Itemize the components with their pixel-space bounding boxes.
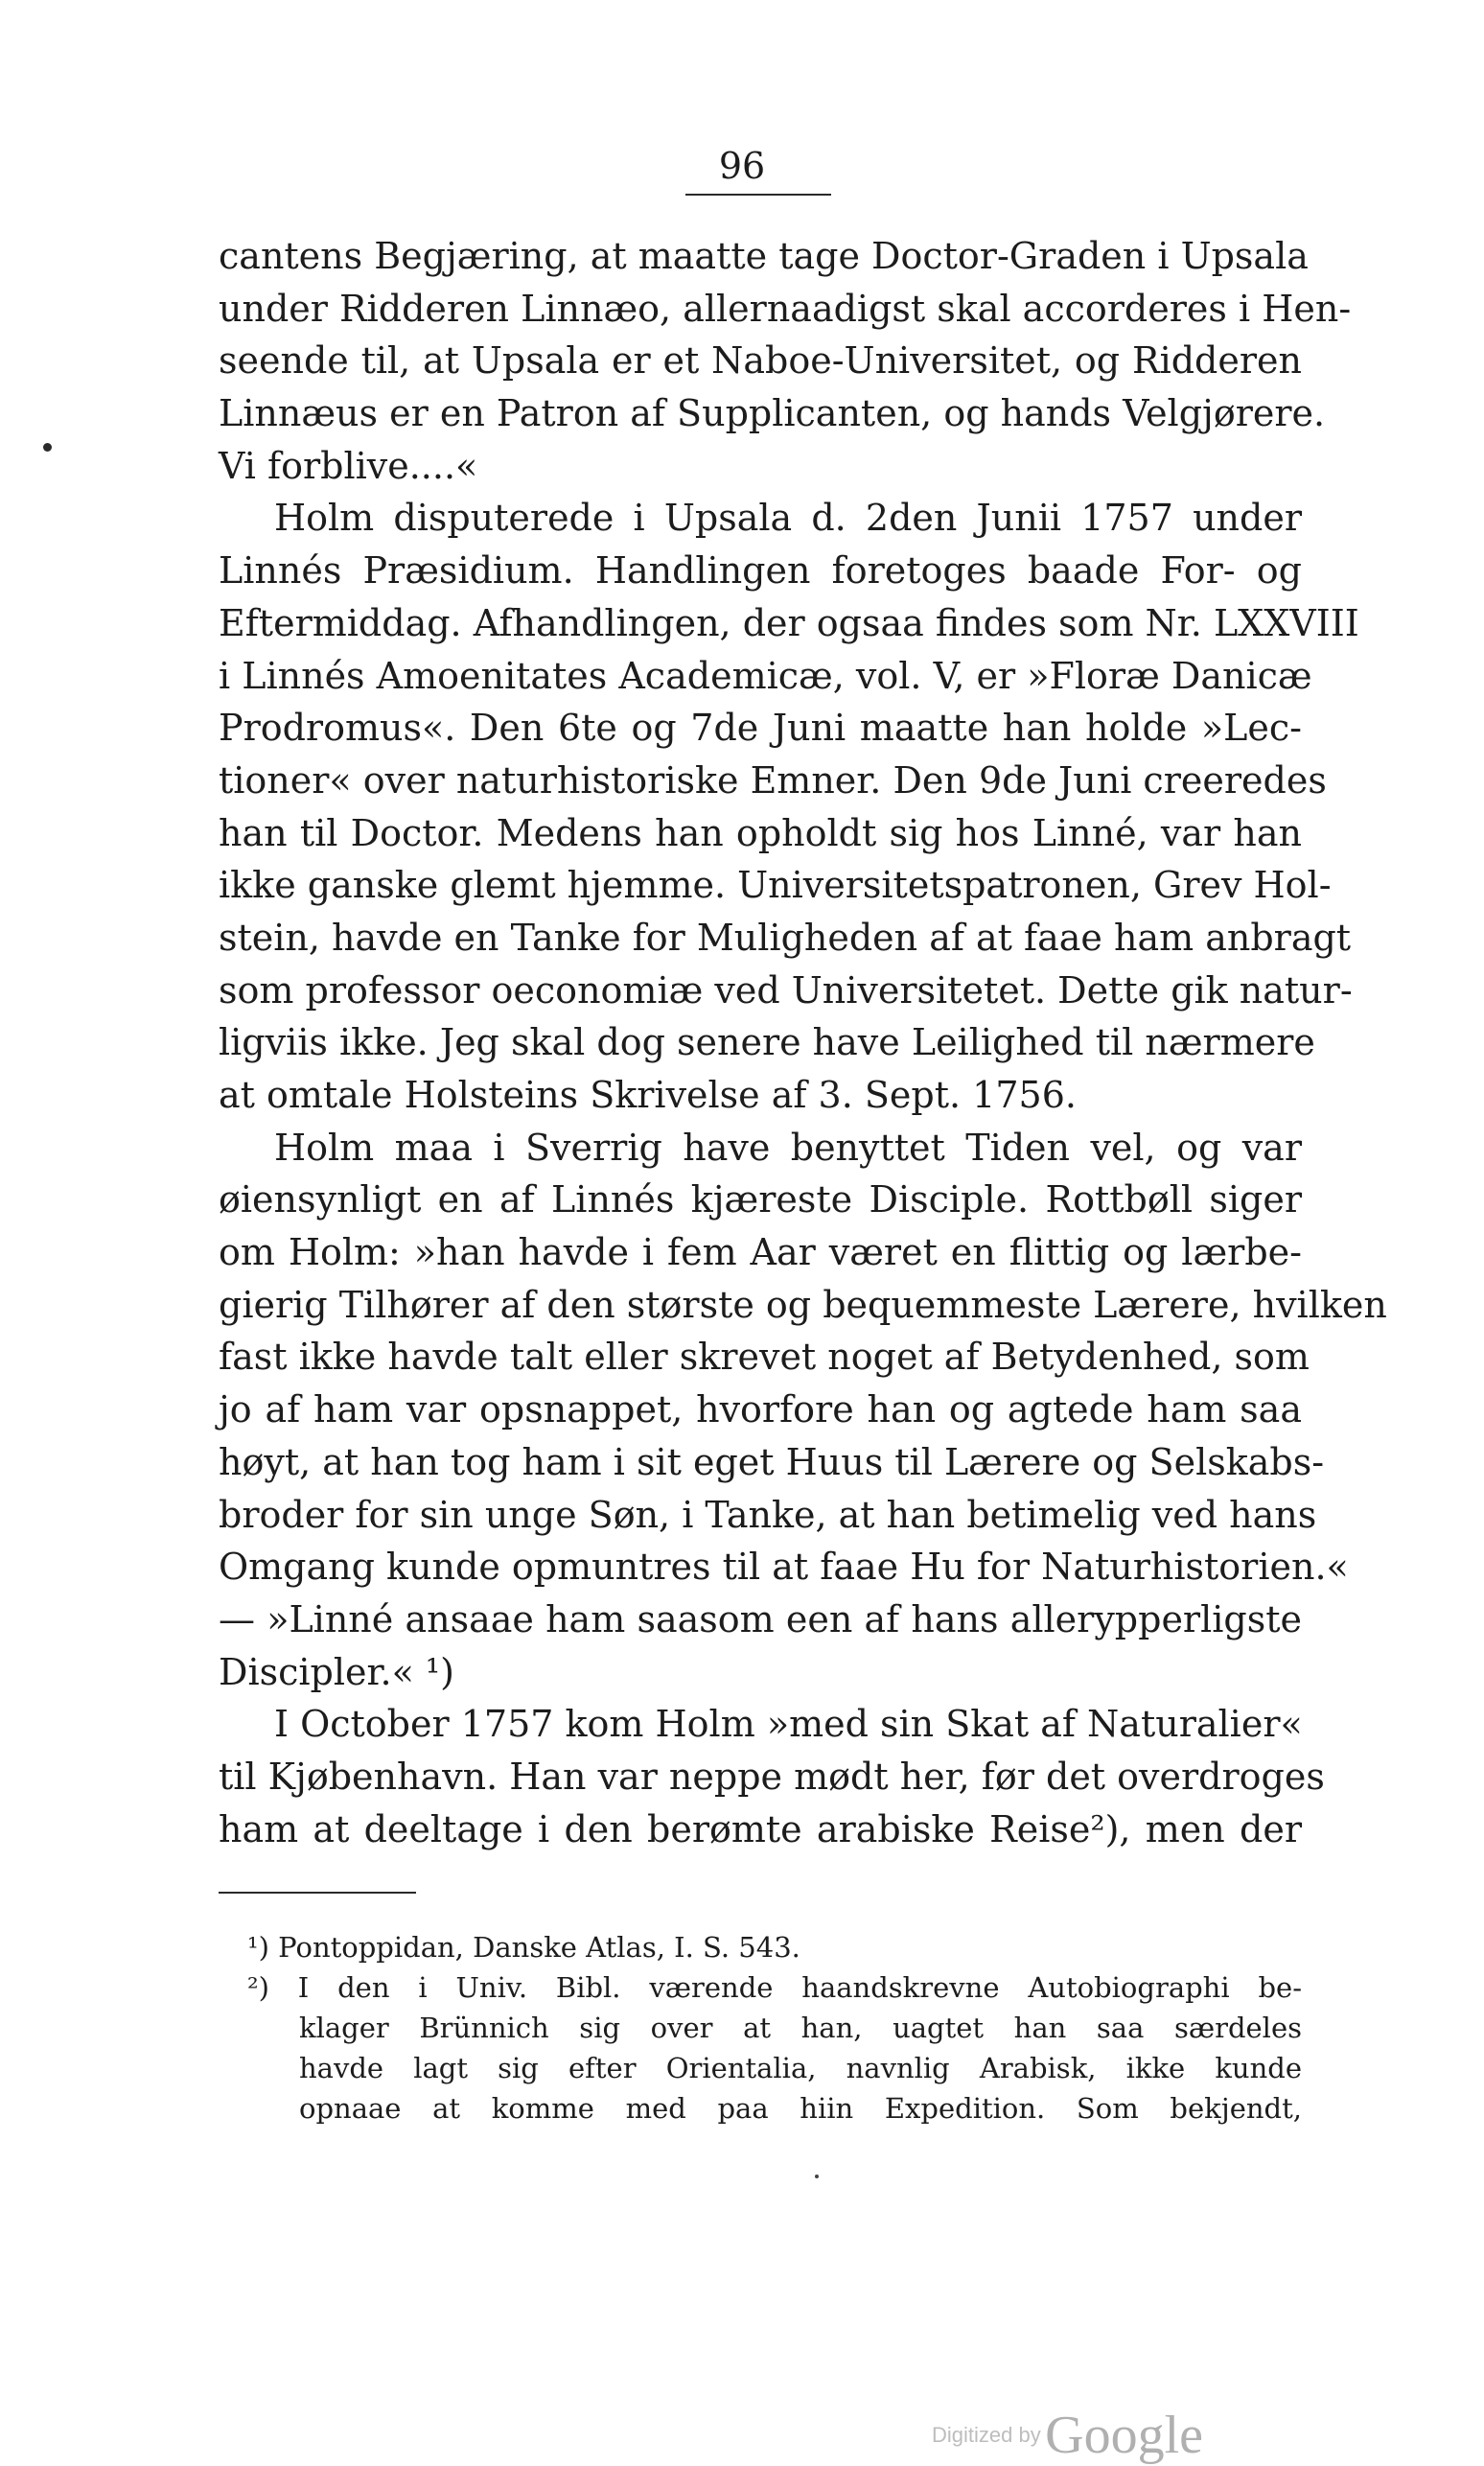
text-line: under Ridderen Linnæo, allernaadigst skal accorderes i Hen- — [219, 287, 1352, 330]
text-line: til Kjøbenhavn. Han var neppe mødt her, før det overdroges — [219, 1755, 1325, 1798]
watermark-logo: Google — [1045, 2406, 1204, 2465]
page-number: 96 — [718, 145, 766, 187]
footnotes — [247, 1927, 1302, 2129]
text-line: — »Linné ansaae ham saasom een af hans allerypperligste — [219, 1597, 1302, 1640]
text-line: tioner« over naturhistoriske Emner. Den 9de Juni creeredes — [219, 758, 1327, 802]
footnote-line: havde lagt sig efter Orientalia, navnlig Arabisk, ikke kunde — [299, 2052, 1302, 2084]
text-line: i Linnés Amoenitates Academicæ, vol. V, er »Floræ Danicæ — [219, 654, 1312, 697]
margin-dot — [43, 443, 52, 452]
text-line: Holm disputerede i Upsala d. 2den Junii 1757 under — [274, 497, 1302, 540]
text-line: ligviis ikke. Jeg skal dog senere have Leilighed til nærmere — [219, 1021, 1315, 1064]
text-line: høyt, at han tog ham i sit eget Huus til Lærere og Selskabs- — [219, 1440, 1325, 1483]
text-line: Linnés Præsidium. Handlingen foretoges baade For- og — [219, 549, 1302, 593]
text-line: seende til, at Upsala er et Naboe-Universitet, og Ridderen — [219, 339, 1302, 383]
body-text — [219, 230, 1387, 1855]
text-line: som professor oeconomiæ ved Universitetet. Dette gik natur- — [219, 968, 1353, 1012]
text-line: jo af ham var opsnappet, hvorfore han og agtede ham saa — [219, 1388, 1302, 1431]
text-line: gierig Tilhører af den største og bequemmeste Lærere, hvilken — [219, 1283, 1387, 1326]
text-line: øiensynligt en af Linnés kjæreste Disciple. Rottbøll siger — [219, 1178, 1302, 1221]
footnote-rule — [219, 1892, 416, 1894]
text-line: ham at deeltage i den berømte arabiske Reise²), men der — [219, 1807, 1302, 1850]
text-line: I October 1757 kom Holm »med sin Skat af Naturalier« — [274, 1703, 1303, 1746]
text-line: stein, havde en Tanke for Muligheden af at faae ham anbragt — [219, 916, 1352, 959]
footnote-line: ¹) Pontoppidan, Danske Atlas, I. S. 543. — [247, 1931, 800, 1964]
footnote-line: klager Brünnich sig over at han, uagtet han saa særdeles — [299, 2012, 1302, 2044]
text-line: Holm maa i Sverrig have benyttet Tiden vel, og var — [274, 1126, 1302, 1169]
digitized-watermark — [932, 2405, 1203, 2466]
text-line: Vi forblive....« — [219, 444, 478, 487]
print-speck — [815, 2175, 819, 2178]
text-line: fast ikke havde talt eller skrevet noget af Betydenhed, som — [219, 1336, 1310, 1379]
text-line: han til Doctor. Medens han opholdt sig hos Linné, var han — [219, 811, 1302, 854]
footnote-line: opnaae at komme med paa hiin Expedition. Som bekjendt, — [299, 2092, 1302, 2125]
text-line: Prodromus«. Den 6te og 7de Juni maatte han holde »Lec- — [219, 707, 1302, 750]
text-line: ikke ganske glemt hjemme. Universitetspatronen, Grev Hol- — [219, 864, 1332, 907]
page-number-rule — [685, 194, 831, 196]
watermark-prefix: Digitized by — [932, 2423, 1041, 2447]
text-line: at omtale Holsteins Skrivelse af 3. Sept. 1756. — [219, 1074, 1077, 1116]
text-line: cantens Begjæring, at maatte tage Doctor-Graden i Upsala — [219, 235, 1309, 277]
text-line: Omgang kunde opmuntres til at faae Hu for Naturhistorien.« — [219, 1546, 1349, 1589]
footnote-line: ²) I den i Univ. Bibl. værende haandskrevne Autobiographi be- — [247, 1971, 1302, 2004]
text-line: om Holm: »han havde i fem Aar været en flittig og lærbe- — [219, 1231, 1302, 1274]
text-line: broder for sin unge Søn, i Tanke, at han betimelig ved hans — [219, 1493, 1317, 1536]
text-line: Eftermiddag. Afhandlingen, der ogsaa findes som Nr. LXXVIII — [219, 601, 1359, 644]
text-line: Linnæus er en Patron af Supplicanten, og hands Velgjørere. — [219, 392, 1326, 435]
text-line: Discipler.« ¹) — [219, 1650, 454, 1693]
